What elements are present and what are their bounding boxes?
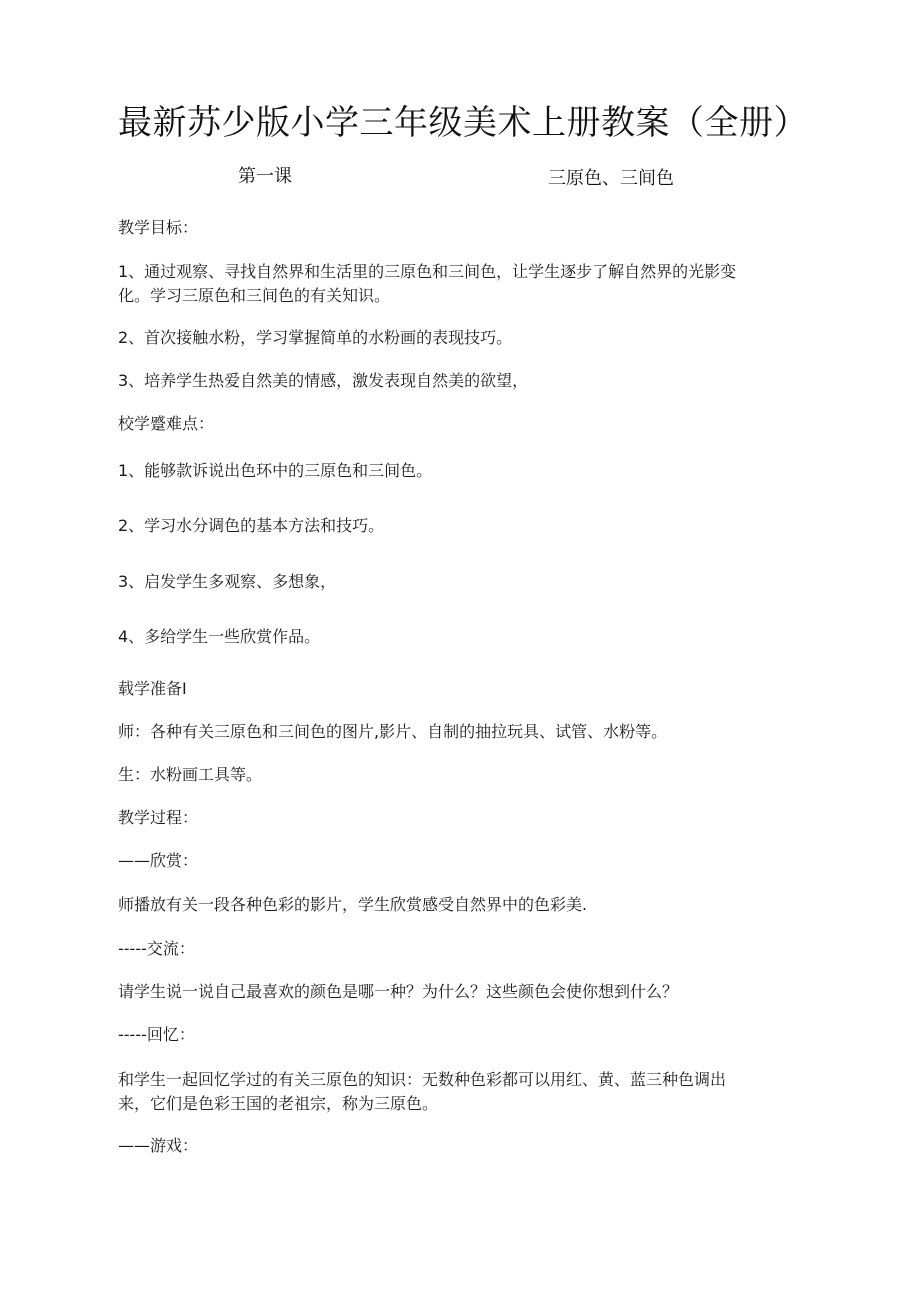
process-step-4-heading: ——游戏： (118, 1136, 199, 1155)
objectives-heading: 教学目标： (118, 218, 199, 237)
key-point-item-2: 2、学习水分调色的基本方法和技巧。 (118, 516, 385, 535)
objective-item-3: 3、培养学生热爱自然美的情感，激发表现自然美的欲望， (118, 371, 529, 390)
process-heading: 教学过程： (118, 808, 199, 827)
objective-item-1-line-2: 化。学习三原色和三间色的有关知识。 (118, 286, 391, 305)
process-step-1-text: 师播放有关一段各种色彩的影片，学生欣赏感受自然界中的色彩美. (118, 895, 588, 914)
lesson-name: 三原色、三间色 (548, 168, 674, 189)
key-point-item-1: 1、能够款诉说出色环中的三原色和三间色。 (118, 461, 433, 480)
objective-item-1 (118, 260, 798, 308)
key-point-item-3: 3、启发学生多观察、多想象， (118, 572, 337, 591)
objective-item-2: 2、首次接触水粉，学习掌握简单的水粉画的表现技巧。 (118, 328, 513, 347)
preparation-student: 生：水粉画工具等。 (118, 765, 263, 784)
process-step-1-heading: ——欣赏： (118, 851, 199, 870)
process-step-3-heading: -----回忆： (118, 1025, 195, 1044)
lesson-number: 第一课 (238, 166, 292, 187)
preparation-teacher: 师：各种有关三原色和三间色的图片,影片、自制的抽拉玩具、试管、水粉等。 (118, 722, 668, 741)
process-step-3-text-line-1: 和学生一起回忆学过的有关三原色的知识：无数种色彩都可以用红、黄、蓝三种色调出 (118, 1070, 727, 1089)
document-title: 最新苏少版小学三年级美术上册教案（全册） (118, 103, 808, 143)
process-step-2-heading: -----交流： (118, 939, 195, 958)
objective-item-1-line-1: 1、通过观察、寻找自然界和生活里的三原色和三间色，让学生逐步了解自然界的光影变 (118, 262, 737, 281)
key-points-heading: 校学蹙难点： (118, 414, 215, 433)
process-step-3-text-line-2: 来，它们是色彩王国的老祖宗，称为三原色。 (118, 1094, 439, 1113)
process-step-3-text (118, 1068, 798, 1116)
process-step-2-text: 请学生说一说自己最喜欢的颜色是哪一种？为什么？这些颜色会使你想到什么？ (118, 982, 679, 1001)
key-point-item-4: 4、多给学生一些欣赏作品。 (118, 627, 321, 646)
preparation-heading: 载学准备I (118, 679, 187, 698)
